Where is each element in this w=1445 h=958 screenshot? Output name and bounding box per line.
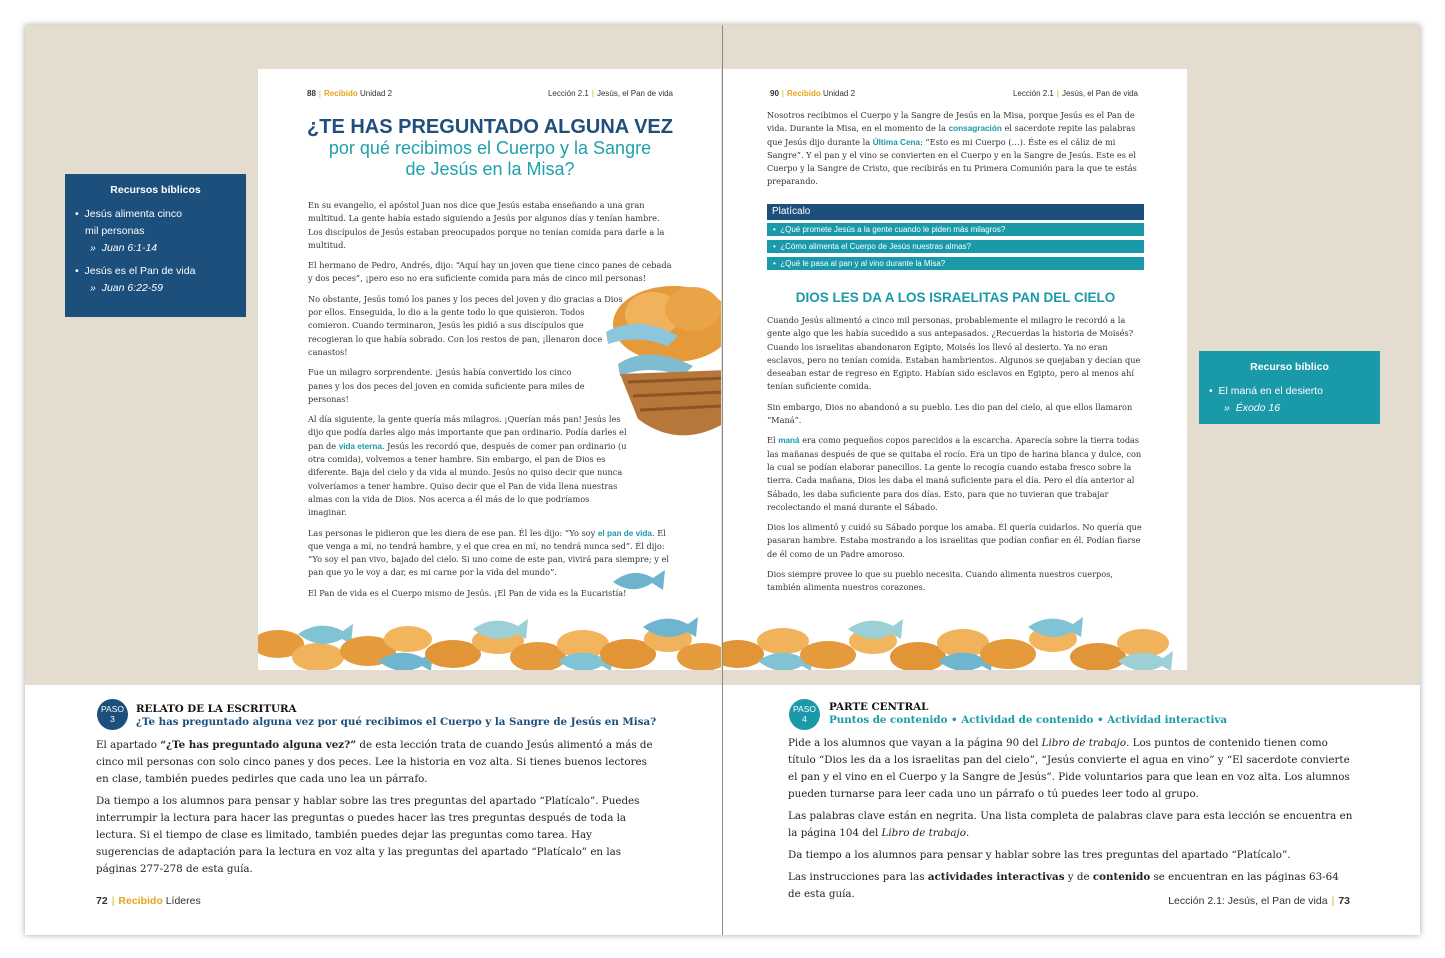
- paso-4-badge: PASO 4: [789, 699, 820, 730]
- paso-4-subtitle: Puntos de contenido • Actividad de contenido • Actividad interactiva: [829, 714, 1228, 726]
- sidebar-recursos-biblicos: [65, 174, 246, 317]
- workbook-page-90: [723, 69, 1187, 670]
- paso-4-title: PARTE CENTRAL: [829, 701, 929, 713]
- platicalo-box: [767, 204, 1144, 274]
- intro-text: Nosotros recibimos el Cuerpo y la Sangre de Jesús en la Misa, porque Jesús es el Pan de vida. Durante la Misa, en el momento de la consagración el sacerdote repite las palabras que Jesús dijo durante la Última Cena: “Esto es mi Cuerpo (…). Éste es el cáliz de mi Sangre”. Y el pan y el vino se convierten en el Cuerpo y en la Sangre de Jesús. Este es el Cuerpo y la Sangre de Cristo, que recibirás en tu Primera Comunión para la que te estás preparando.: [767, 110, 1137, 187]
- sidebar-recurso-biblico: [1199, 351, 1380, 424]
- page-folio-left: 72 | Recibido Líderes: [96, 895, 201, 907]
- page-folio-right: Lección 2.1: Jesús, el Pan de vida | 73: [1168, 895, 1350, 907]
- running-header-lesson: Lección 2.1 | Jesús, el Pan de vida: [1012, 89, 1138, 98]
- section-text: Cuando Jesús alimentó a cinco mil personas, probablemente el milagro le recordó a la gente algo que les había sucedido a sus antepasados. ¿Recuerdas la historia de Moisés? Cuando los israelitas abandonaron Egipto, Moisés los llevó al desierto. Ya no eran esclavos, pero no tenían comida. Estaban hambrientos. Algunos se quejaban y decían que deseaban estar de regreso en Egipto. Habían sido esclavos en Egipto, pero al menos ahí tenían suficiente comida. Sin embargo, Dios no abandonó a su pueblo. Les dio pan del cielo, al que ellos llamaron “Maná”. El maná era como pequeños copos parecidos a la escarcha. Aparecía sobre la tierra todas las mañanas después de que se quitaba el rocío. Era un tipo de harina blanca y dulce, con la cual se podían elaborar panecillos. La gente lo recogía cuando estaba fresco sobre la tierra. Cada mañana, Dios les daba el maná suficiente para el día. Pero el día anterior al Sábado, les daba suficiente para dos días. Esto, para que no tuvieran que trabajar recolectando el maná durante el Sábado. Dios los alimentó y cuidó su Sábado porque los amaba. Él quería cuidarlos. No quería que pasaran hambre. Estaba mostrando a los israelitas que podían confiar en él. Podían fiarse de él como de un Padre amoroso. Dios siempre provee lo que su pueblo necesita. Cuando alimenta nuestros cuerpos, también alimenta nuestros corazones.: [767, 315, 1142, 593]
- bread-fish-border: [258, 599, 721, 670]
- scripture-reference: » Juan 6:22-59: [90, 282, 163, 294]
- discussion-question: • ¿Qué le pasa al pan y al vino durante la Misa?: [767, 257, 1144, 270]
- book-spread: [25, 25, 1420, 935]
- discussion-question: • ¿Qué promete Jesús a la gente cuando le piden más milagros?: [767, 223, 1144, 236]
- running-header-lesson: Lección 2.1 | Jesús, el Pan de vida: [547, 89, 673, 98]
- running-header: 88 | Recibido Unidad 2: [307, 89, 393, 98]
- scripture-reference: » Juan 6:1-14: [90, 242, 158, 254]
- page-title: ¿TE HAS PREGUNTADO ALGUNA VEZ por qué recibimos el Cuerpo y la Sangre de Jesús en la Misa?: [307, 116, 673, 179]
- section-heading: DIOS LES DA A LOS ISRAELITAS PAN DEL CIELO: [795, 290, 1116, 305]
- paso-3-badge: PASO 3: [97, 699, 128, 730]
- sidebar-item: • Jesús es el Pan de vida: [75, 265, 196, 277]
- workbook-page-88: [258, 69, 721, 670]
- bread-basket-illustration: [598, 274, 721, 439]
- bread-fish-border: [723, 599, 1187, 670]
- sidebar-title: Recursos bíblicos: [110, 184, 201, 196]
- paso-3-subtitle: ¿Te has preguntado alguna vez por qué recibimos el Cuerpo y la Sangre de Jesús en Misa?: [136, 716, 657, 728]
- discussion-question: • ¿Cómo alimenta el Cuerpo de Jesús nuestras almas?: [767, 240, 1144, 253]
- sidebar-item: • El maná en el desierto: [1209, 385, 1323, 397]
- sidebar-title: Recurso bíblico: [1250, 361, 1329, 373]
- spine-gutter: [722, 25, 723, 935]
- paso-3-text: El apartado “¿Te has preguntado alguna vez?” de esta lección trata de cuando Jesús alimentó a más de cinco mil personas con solo cinco panes y dos peces. Lee la historia en voz alta. Si tienes buenos lectores en clase, también puedes pedirles que cada uno lea un párrafo. Da tiempo a los alumnos para pensar y hablar sobre las tres preguntas del apartado “Platícalo”. Puedes interrumpir la lectura para hacer las preguntas o puedes hacer las tres preguntas después de toda la lectura. Si el tiempo de clase es limitado, también puedes dejar las preguntas como tarea. Hay sugerencias de adaptación para la lectura en voz alta y las preguntas del apartado “Platícalo” en las páginas 277-278 de esta guía.: [96, 739, 653, 875]
- running-header: 90 | Recibido Unidad 2: [770, 89, 856, 98]
- story-text: En su evangelio, el apóstol Juan nos dice que Jesús estaba enseñando a una gran multitud. La gente había estado siguiendo a Jesús por algunos días y tenían hambre. Los discípulos de Jesús estaban preocupados porque no tenían comida para darle a la multitud. El hermano de Pedro, Andrés, dijo: “Aquí hay un joven que tiene cinco panes de cebada y dos peces”, ¡pero eso no era suficiente comida para más de cinco mil personas! No obstante, Jesús tomó los panes y los peces del joven y dio gracias a Dios por ellos. Enseguida, lo dio a la gente todo lo que quisieron. Todos comieron. Cuando terminaron, Jesús les pidió a sus discípulos que recogieran lo que había sobrado. Con los restos de pan, ¡llenaron doce canastos! Fue un milagro sorprendente. ¡Jesús había convertido los cinco panes y los dos peces del joven en comida suficiente para miles de personas! Al día siguiente, la gente quería más milagros. ¡Querían más pan! Jesús les dijo que podía darles algo más importante que pan ordinario. Podía darles el pan de vida eterna. Jesús les recordó que, después de comer pan ordinario (u otra comida), volvemos a tener hambre. Sin embargo, el pan de Dios es diferente. Baja del cielo y da vida al mundo. Jesús no quiso decir que nunca volveríamos a tener hambre. Quiso decir que el Pan de vida llena nuestras almas con la vida de Dios. Nos acerca a él más de lo que podríamos imaginar. Las personas le pidieron que les diera de ese pan. Él les dijo: “Yo soy el pan de vida. El que venga a mí, no tendrá hambre, y el que crea en mí, no tendrá nunca sed”. Él dijo: “Yo soy el pan vivo, bajado del cielo. Si uno come de este pan, vivirá para siempre; y el pan que yo le voy a dar, es mi carne por la vida del mundo”. El Pan de vida es el Cuerpo mismo de Jesús. ¡El Pan de vida es la Eucaristía!: [308, 200, 672, 598]
- paso-3-title: RELATO DE LA ESCRITURA: [136, 703, 297, 715]
- fish-illustration: [608, 566, 668, 594]
- paso-4-text: Pide a los alumnos que vayan a la página 90 del Libro de trabajo. Los puntos de contenido tienen como título “Dios les da a los israelitas pan del cielo”, “Jesús convierte el agua en vino” y “El sacerdote convierte el pan y el vino en el Cuerpo y la Sangre de Jesús”. Pide voluntarios para que lean en voz alta. Los alumnos pueden turnarse para leer cada uno un párrafo o tú puedes leer todo al grupo. Las palabras clave están en negrita. Una lista completa de palabras clave para esta lección se encuentra en la página 104 del Libro de trabajo. Da tiempo a los alumnos para pensar y hablar sobre las tres preguntas del apartado “Platícalo”. Las instrucciones para las actividades interactivas y de contenido se encuentran en las páginas 63-64 de esta guía.: [788, 737, 1353, 900]
- sidebar-item: • Jesús alimenta cinco mil personas: [75, 208, 182, 237]
- scripture-reference: » Éxodo 16: [1224, 402, 1281, 414]
- platicalo-heading: Platícalo: [767, 204, 1144, 220]
